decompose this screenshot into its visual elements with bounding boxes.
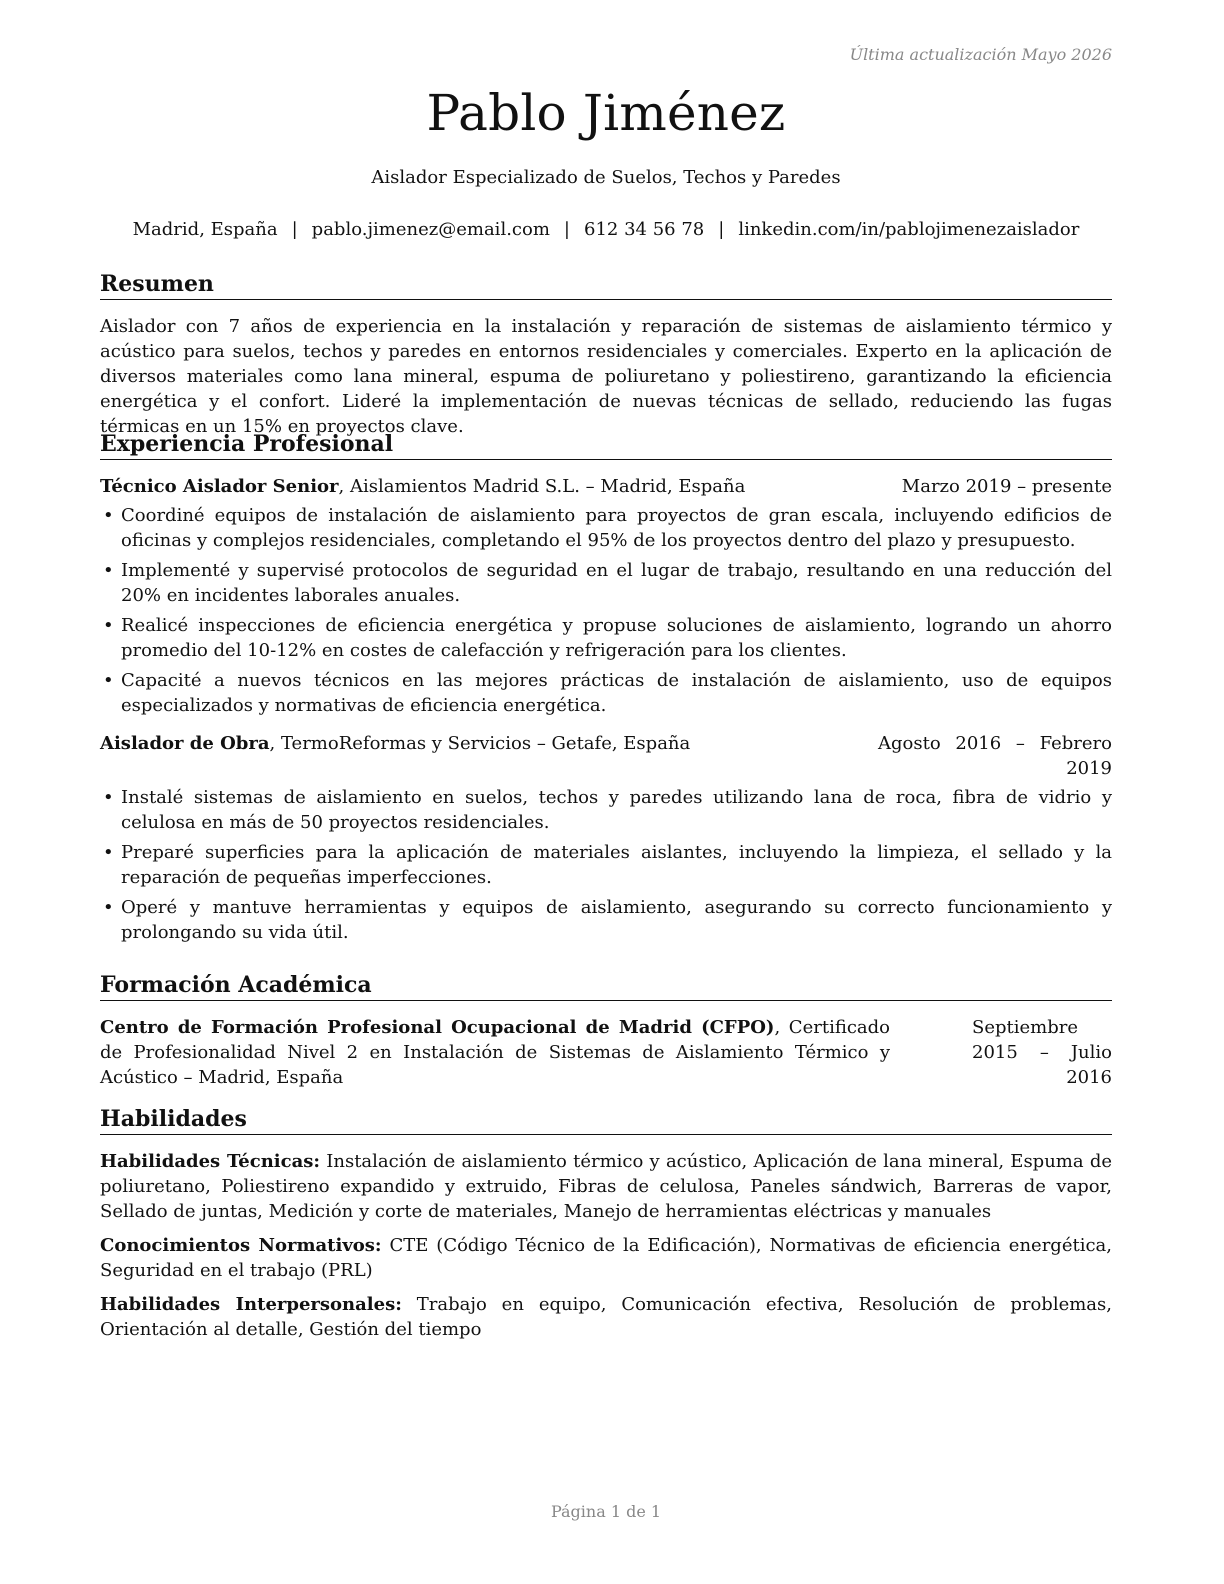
job-role: Técnico Aislador Senior (100, 476, 339, 497)
education-description (100, 1015, 890, 1090)
last-updated: Última actualización Mayo 2026 (849, 45, 1112, 64)
job-title: Aislador Especializado de Suelos, Techos y Paredes (371, 167, 841, 188)
skill-label: Conocimientos Normativos: (100, 1235, 382, 1256)
job-entry (100, 731, 1112, 945)
job-role: Aislador de Obra (100, 733, 270, 754)
contact-separator: | (291, 219, 298, 240)
contact-linkedin[interactable]: linkedin.com/in/pablojimenezaislador (738, 219, 1080, 240)
bullet-item: • Capacité a nuevos técnicos en las mejores prácticas de instalación de aislamiento, uso de equipos especializados y normativas de eficiencia energética. (100, 668, 1112, 718)
bullet-item: • Implementé y supervisé protocolos de seguridad en el lugar de trabajo, resultando en una reducción del 20% en incidentes laborales anuales. (100, 558, 1112, 608)
job-company: , TermoReformas y Servicios – Getafe, España (269, 733, 691, 754)
skills-heading: Habilidades (100, 1105, 1112, 1135)
skill-label: Habilidades Interpersonales: (100, 1294, 402, 1315)
education-entry (100, 1015, 1112, 1090)
contact-separator: | (563, 219, 570, 240)
contact-email[interactable]: pablo.jimenez@email.com (311, 219, 550, 240)
experience-heading: Experiencia Profesional (100, 430, 1112, 460)
skill-label: Habilidades Técnicas: (100, 1151, 321, 1172)
skill-text: Instalación de aislamiento térmico y acústico, Aplicación de lana mineral, Espuma de poliuretano, Poliestireno expandido y extruido, Fibras de celulosa, Paneles sándwich, Barreras de vapor, Sellado de juntas, Medición y corte de materiales, Manejo de herramientas eléctricas y manuales (100, 1151, 1112, 1222)
bullet-item: • Instalé sistemas de aislamiento en suelos, techos y paredes utilizando lana de roca, fibra de vidrio y celulosa en más de 50 proyectos residenciales. (100, 785, 1112, 835)
skill-group (100, 1292, 1112, 1342)
education-section (100, 971, 1112, 1090)
education-dates: Septiembre 2015 – Julio 2016 (972, 1017, 1112, 1088)
job-dates: Marzo 2019 – presente (901, 476, 1112, 497)
education-heading: Formación Académica (100, 971, 1112, 1001)
education-details: , Certificado de Profesionalidad Nivel 2 en Instalación de Sistemas de Aislamiento Térmico y Acústico – Madrid, España (100, 1017, 891, 1088)
skill-text: Trabajo en equipo, Comunicación efectiva, Resolución de problemas, Orientación al detalle, Gestión del tiempo (100, 1294, 1112, 1340)
bullet-item: • Coordiné equipos de instalación de aislamiento para proyectos de gran escala, incluyendo edificios de oficinas y complejos residenciales, completando el 95% de los proyectos dentro del plazo y presupuesto. (100, 503, 1112, 553)
job-bullets (100, 503, 1112, 718)
resume-page (100, 0, 1112, 1584)
summary-text: Aislador con 7 años de experiencia en la instalación y reparación de sistemas de aislamiento térmico y acústico para suelos, techos y paredes en entornos residenciales y comerciales. Experto en la aplicación de diversos materiales como lana mineral, espuma de poliuretano y poliestireno, garantizando la eficiencia energética y el confort. Lideré la implementación de nuevas técnicas de sellado, reduciendo las fugas térmicas en un 15% en proyectos clave. (100, 316, 1112, 437)
job-header (100, 474, 1112, 499)
contact-location: Madrid, España (132, 219, 278, 240)
job-dates: Agosto 2016 – Febrero 2019 (878, 733, 1112, 779)
job-bullets (100, 785, 1112, 945)
bullet-item: • Operé y mantuve herramientas y equipos de aislamiento, asegurando su correcto funcionamiento y prolongando su vida útil. (100, 895, 1112, 945)
skill-group (100, 1149, 1112, 1224)
job-company: , Aislamientos Madrid S.L. – Madrid, España (338, 476, 746, 497)
summary-section (100, 270, 1112, 439)
skills-list (100, 1149, 1112, 1342)
job-position (100, 474, 745, 499)
bullet-item: • Preparé superficies para la aplicación de materiales aislantes, incluyendo la limpieza, el sellado y la reparación de pequeñas imperfecciones. (100, 840, 1112, 890)
job-header (100, 731, 1112, 781)
skill-group (100, 1233, 1112, 1283)
candidate-name: Pablo Jiménez (426, 84, 786, 142)
skill-text: CTE (Código Técnico de la Edificación), Normativas de eficiencia energética, Seguridad en el trabajo (PRL) (100, 1235, 1113, 1281)
contact-separator: | (718, 219, 725, 240)
job-entry (100, 474, 1112, 718)
experience-section (100, 430, 1112, 950)
skills-section (100, 1105, 1112, 1351)
summary-heading: Resumen (100, 270, 1112, 300)
contact-line (100, 219, 1112, 240)
job-position (100, 731, 690, 781)
bullet-item: • Realicé inspecciones de eficiencia energética y propuse soluciones de aislamiento, logrando un ahorro promedio del 10-12% en costes de calefacción y refrigeración para los clientes. (100, 613, 1112, 663)
page-number: Página 1 de 1 (550, 1502, 662, 1521)
contact-phone[interactable]: 612 34 56 78 (584, 219, 705, 240)
education-institution: Centro de Formación Profesional Ocupacional de Madrid (CFPO) (100, 1017, 775, 1038)
